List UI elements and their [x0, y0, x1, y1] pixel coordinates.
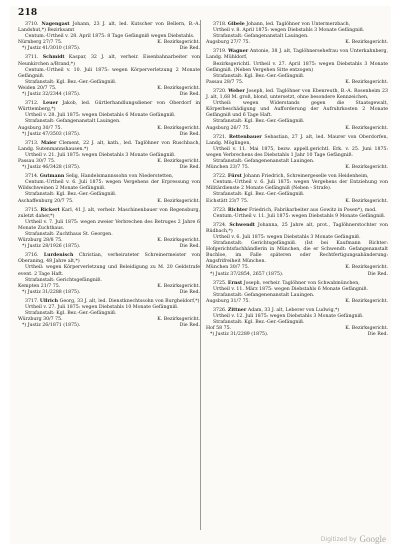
entry-place-date: Augsburg 31/7 75. — [206, 298, 251, 304]
entry-line: Strafanstalt: Kgl. Bez.-Ger.-Gefängniß. — [213, 119, 305, 125]
entry-place-date: Aschaffenburg 20/7 75. — [18, 198, 74, 204]
entry-footnote: *) Justiz 28/1926 (1875). — [22, 244, 81, 250]
entry-number: 3710. — [25, 22, 39, 27]
entry-footnote: *) Justiz 47/3503 (1875). — [22, 131, 81, 137]
entry-place-date: Augsburg 26/7 75. — [206, 125, 251, 131]
entry-footnote-row — [18, 132, 200, 138]
entry-footnote: *) Justiz 26/1871 (1875). — [22, 323, 81, 329]
entry-court: K. Bezirksgericht. — [157, 125, 200, 131]
register-entry — [18, 208, 200, 251]
entry-court: K. Bezirksgericht. — [345, 265, 388, 271]
entry-description: Antonie, 38 J. alt, Taglöhnersehefrau von Unterkahnberg, Landg. Mühldorf, — [206, 49, 388, 61]
register-entry — [206, 49, 388, 86]
entry-editor-note: Die Red. — [179, 289, 200, 295]
entry-place-date-row — [206, 299, 388, 305]
entry-description: Jakob, led. Gürtlerhandlungsdiener von Oberdorf in Württemberg,*) — [18, 101, 200, 113]
entry-line: Strafanstalt: Gefangenenanstalt Lauingen. — [213, 292, 315, 298]
entry-description: Johann, 23 J. alt, led. Kutscher von Bellern, B.-A. Landshut,*) Bezirksamt — [18, 22, 201, 34]
entry-name: Ullrich — [39, 298, 59, 304]
entry-line: Urtheil: wegen Körperverletzung und Beleidigung zu M. 20 Geldstrafe event. 2 Tage Haft. — [18, 265, 200, 277]
entry-name: Richter — [227, 207, 248, 213]
entry-name: Gibele — [227, 22, 245, 27]
document-page — [10, 6, 391, 544]
entry-number: 3712. — [25, 101, 39, 107]
entry-heading — [18, 55, 200, 67]
google-watermark — [321, 534, 386, 544]
entry-court: K. Bezirksgericht. — [157, 158, 200, 164]
entry-name: Rickert — [40, 207, 60, 213]
entry-number: 3724. — [213, 222, 227, 228]
entry-line: Strafanstalt: Kgl. Bez.-Ger.-Gefängniß. — [25, 192, 117, 198]
entry-number: 3717. — [25, 298, 39, 304]
entry-footnote-row — [18, 165, 200, 171]
entry-name: Schmidt — [42, 55, 65, 61]
entry-line: Strafanstalt: Kgl. Bez.-Ger.-Gefängniß. — [25, 79, 117, 85]
entry-description: Joseph, verheir. Taglöhner von Schwabmünchen, — [243, 280, 360, 286]
register-entry — [18, 141, 200, 171]
register-entry — [18, 22, 200, 52]
entry-court: K. Bezirksgericht. — [157, 40, 200, 46]
entry-court: K. Bezirksgericht. — [345, 198, 388, 204]
entry-line: Urtheil v. 27. Juli 1875: wegen Diebstahls 10 Monate Gefängniß. — [25, 305, 179, 311]
register-entry — [206, 22, 388, 46]
entry-place-date: Eichstätt 23/7 75. — [206, 198, 249, 204]
entry-name: Zittner — [227, 308, 247, 314]
entry-editor-note: Die Red. — [367, 271, 388, 277]
entry-footnote: *) Justiz 37/2854, 2657 (1875). — [210, 271, 284, 277]
entry-place-date: Kempten 21/7 75. — [18, 283, 61, 289]
entry-court: K. Bezirksgericht. — [345, 125, 388, 131]
entry-name: Schwendt — [229, 222, 255, 228]
entry-name: Gutmann — [39, 174, 65, 180]
entry-description: Selig, Handelsmannssohn von Niederstetten, — [65, 174, 174, 180]
entry-footnote-row — [206, 332, 388, 338]
entry-line: Strafanstalt: Kgl. Bez.-Ger.-Gefängniß. — [213, 320, 305, 326]
entry-name: Leuer — [42, 101, 58, 107]
entry-editor-note: Die Red. — [179, 92, 200, 98]
entry-name: Ernst — [227, 280, 243, 286]
entry-heading — [18, 101, 200, 113]
entry-place-date-row — [206, 80, 388, 86]
entry-number: 3722. — [213, 174, 227, 180]
entry-line: Centum.-Urtheil v. 11. Juli 1875: wegen Diebstahls 9 Monate Gefängniß. — [213, 213, 386, 219]
entry-description: Karl, 41 J. alt, verheir. Maschinenbauer von Regensburg, zuletzt daher,*) — [18, 207, 200, 219]
entry-court: K. Bezirksgericht. — [345, 79, 388, 85]
entry-line: Strafanstalt: Gefangenanstalt Lauingen. — [213, 34, 309, 40]
entry-court: K. Bezirksgericht. — [157, 317, 200, 323]
entry-line: Urtheil v. 7. Juli 1875: wegen zweier Verbrechen des Betruges 2 Jahre 6 Monate Zuchthaus. — [18, 219, 200, 231]
entry-description: Sebastian, 27 J. alt, led. Maurer von Oberdorfen, Landg. Möglingen, — [206, 134, 388, 146]
entry-court: K. Bezirksgericht. — [157, 85, 200, 91]
right-column — [206, 22, 388, 342]
entry-footnote: *) Justiz 32/2344 (1875). — [22, 92, 81, 98]
entry-line: Urtheil v. 8. April 1875: wegen Diebstahls 3 Monate Gefängniß. — [213, 28, 365, 34]
entry-number: 3716. — [25, 253, 39, 259]
entry-court: K. Bezirksgericht. — [157, 283, 200, 289]
entry-line: Urtheil v. 11. März 1875: wegen Diebstahls 6 Monate Gefängniß. — [213, 286, 369, 292]
left-column — [18, 22, 200, 342]
register-entry — [206, 89, 388, 132]
entry-place-date: Passau 28/7 75. — [206, 79, 244, 85]
entry-place-date-row — [206, 165, 388, 171]
entry-name: Weber — [228, 88, 245, 94]
entry-footnote-row — [18, 323, 200, 329]
entry-place-date: Würzburg 28/8 75. — [18, 238, 63, 244]
entry-footnote-row — [206, 272, 388, 278]
entry-footnote: *) Justiz 41/3010 (1875). — [22, 46, 81, 52]
entry-number: 3726. — [213, 308, 227, 314]
entry-heading — [18, 22, 200, 34]
entry-line: Centum.-Urtheil v. 6. Juli 1875: wegen Vergehens der Erpressung von Wildschweinen 2 Monate Gefängniß. — [18, 180, 200, 192]
entry-place-date-row — [18, 199, 200, 205]
entry-place-date-row — [206, 199, 388, 205]
entry-footnote-row — [18, 244, 200, 250]
entry-heading — [18, 141, 200, 153]
register-entry — [18, 299, 200, 329]
entry-place-date: Augsburg 30/7 75. — [18, 125, 63, 131]
entry-description: Johann, led. Taglöhner von Untermerzbach, — [246, 22, 351, 27]
entry-heading — [18, 253, 200, 265]
entry-place-date: Würzburg 30/7 75. — [18, 317, 63, 323]
entry-place-date: Hof 58 75. — [206, 326, 232, 332]
entry-court: K. Bezirksgericht. — [157, 198, 200, 204]
entry-line: Urtheil v. 28. Juli 1875: wegen Diebstahls 6 Monate Gefängniß. — [25, 113, 176, 119]
columns — [18, 22, 388, 342]
register-entry — [206, 135, 388, 172]
entry-editor-note: Die Red. — [179, 165, 200, 171]
entry-footnote: *) Justiz 46/3428 (1875). — [22, 165, 81, 171]
entry-number: 3720. — [213, 88, 227, 94]
entry-description: Joseph, led. Taglöhner von Ebenreuth, B.-A. Rosenheim 23 J. alt, 1,68 M. groß, blond, untersetzt, ohne besondere Kennzeichen, — [206, 88, 388, 101]
register-entry — [206, 281, 388, 305]
entry-editor-note: Die Red. — [367, 332, 388, 338]
entry-line: Strafanstalt: Gerichtsgefängniß. — [25, 277, 102, 283]
entry-line: Strafanstalt: Gefangenenanstalt Lauingen. — [213, 158, 315, 164]
register-entry — [206, 308, 388, 338]
entry-footnote: *) Justiz 31/2289 (1875). — [210, 332, 269, 338]
register-entry — [206, 223, 388, 278]
entry-court: K. Bezirksgericht. — [345, 298, 388, 304]
entry-heading — [206, 223, 388, 235]
entry-line: Urtheil v. 6. Juli 1875: wegen Diebstahls 3 Monate Gefängniß. — [213, 235, 361, 240]
entry-court: K. Bezirksgericht. — [157, 238, 200, 244]
entry-name: Lurdenisch — [43, 253, 74, 259]
entry-number: 3713. — [25, 140, 39, 146]
entry-editor-note: Die Red. — [179, 131, 200, 137]
entry-description: Christian, verheirateter Schreinermeister von Oberaning, 48 Jahre alt,*) — [18, 253, 201, 265]
entry-description: Adam, 33 J. alt, Leberer von Ludwig,*) — [247, 308, 340, 314]
entry-court: K. Bezirksgericht. — [345, 165, 388, 171]
entry-name: Nagengast — [41, 22, 70, 27]
entry-court: K. Bezirksgericht. — [345, 40, 388, 46]
entry-line: Urtheil v. 12. Juli 1875: wegen Diebstahls 3 Monate Gefängniß. — [213, 314, 364, 320]
entry-name: Wagner — [228, 49, 249, 55]
entry-number: 3711. — [25, 55, 39, 61]
entry-description: Kaspar, 32 J. alt, verheir. Eisenbahnarbeiter von Neunkirchen a/Brand,*) — [18, 55, 200, 67]
entry-editor-note: Die Red. — [179, 244, 200, 250]
entry-place-date: Nürnberg 27/7 75. — [18, 40, 63, 46]
entry-heading — [206, 49, 388, 61]
entry-line: Strafanstalt: Kgl. Bez.-Ger.-Gefängniß. — [25, 311, 117, 317]
entry-description: Johanna, 25 Jahre alt, prot., Taglöhnerstochter von Rüdbach,*) — [206, 222, 388, 234]
entry-footnote-row — [18, 92, 200, 98]
entry-description: Friedrich, Fabrikarbeiter aus Gowitz in Posen*), mod. — [248, 207, 377, 213]
register-entry — [206, 174, 388, 204]
entry-footnote-row — [18, 46, 200, 52]
entry-editor-note: Die Red. — [179, 46, 200, 52]
entry-place-date: Augsburg 27/7 75. — [206, 40, 251, 46]
entry-description: Clement, 22 J. alt, kath., led. Taglöhner von Ruschbach, Landg. Sutenmannshausen.*) — [18, 140, 200, 152]
watermark-prefix: Digitized by — [320, 535, 357, 543]
page-number: 218 — [18, 8, 38, 18]
entry-line: Strafanstalt: Kgl. Bez.-Ger.-Gefängniß. — [213, 73, 305, 79]
entry-place-date: Weiden 20/7 75. — [18, 85, 57, 91]
entry-footnote-row — [18, 290, 200, 296]
entry-description: Georg, 33 J. alt, led. Dienstknechtssohn von Burgheldorf,*) — [59, 298, 200, 304]
register-entry — [206, 208, 388, 220]
entry-number: 3718. — [213, 22, 227, 27]
entry-name: Maier — [41, 140, 57, 146]
register-entry — [18, 174, 200, 204]
entry-line: Bezirksgerichtl. Urtheil v. 27. April 1875: wegen Diebstahls 3 Monate Gefängniß. (Neben Vergehen Sitte entzogen) — [206, 61, 388, 73]
entry-line: Centum.-Urtheil v. 6. Juli 1875: wegen Vergehens der Entziehung von Militärdienste 2 Monate Gefängniß (Neben - Strafe). — [206, 180, 388, 192]
watermark-brand: Google — [359, 534, 386, 544]
entry-description: Johann Friedrich, Schreinergeselle von Heidenheim, — [243, 174, 369, 180]
entry-line: Strafanstalt: Gefangenanstalt Lauingen. — [25, 119, 121, 125]
entry-heading — [206, 135, 388, 147]
entry-line: Centum.-Urtheil v. 28. April 1875: 8 Tage Gefängniß wegen Diebstahls. — [25, 34, 195, 40]
entry-line: Urtheil v. 21. Juli 1875: wegen Diebstahls 3 Monate Gefängniß. — [25, 152, 176, 158]
entry-editor-note: Die Red. — [179, 323, 200, 329]
entry-number: 3715. — [25, 207, 39, 213]
entry-heading — [18, 208, 200, 220]
entry-name: Rettenbauer — [229, 134, 262, 140]
entry-line: Urtheil: wegen Widerstands gegen die Staatsgewalt, Körperbeschädigung und Aufforderung der Aufruhrkosten 2 Monate Gefängniß und 6 Tage Haft. — [206, 101, 388, 119]
entry-number: 3725. — [213, 280, 227, 286]
entry-court: K. Bezirksgericht. — [345, 326, 388, 332]
entry-line: Strafanstalt: Gerichtsgefängniß. (Ist bei Kaufmann Richter: Hofgerichtsfachhändlerin in München, die er Schwendt: Gefangenanstalt Buchloe, im Falle späteren oder Rechtfertigungsabänderung: Angsfrifreiheit München. — [206, 241, 388, 265]
entry-place-date-row — [206, 126, 388, 132]
entry-place-date: München 23/7 75. — [206, 165, 250, 171]
register-entry — [18, 101, 200, 138]
entry-place-date-row — [206, 40, 388, 46]
entry-line: Strafanstalt: Zuchthaus St. Georgen. — [25, 232, 113, 237]
entry-footnote: *) Justiz 31/2288 (1875). — [22, 289, 81, 295]
entry-number: 3721. — [213, 134, 227, 140]
entry-line: Centum.-Urtheil v. 10. Juli 1875: wegen Körperverletzung 2 Monate Gefängniß. — [18, 67, 200, 79]
entry-line: Urtheil v. 11. Mai 1875, bezw. appell.gerichtl. Erk. v. 25. Juni 1875: wegen Verbrechens des Diebstahls 1 Jahr 10 Tage Gefängniß. — [206, 146, 388, 158]
entry-place-date: Passau 30/7 75. — [18, 158, 56, 164]
register-entry — [18, 55, 200, 98]
entry-number: 3714. — [25, 174, 39, 180]
entry-name: Fürst — [227, 174, 242, 180]
entry-place-date: München 30/7 75. — [206, 265, 250, 271]
entry-heading — [206, 208, 388, 214]
entry-line: Strafanstalt: Kgl. Bez.-Ger.-Gefängniß. — [213, 192, 305, 198]
entry-number: 3723. — [213, 207, 227, 213]
entry-number: 3719. — [213, 49, 227, 55]
register-entry — [18, 253, 200, 296]
entry-heading — [206, 89, 388, 101]
